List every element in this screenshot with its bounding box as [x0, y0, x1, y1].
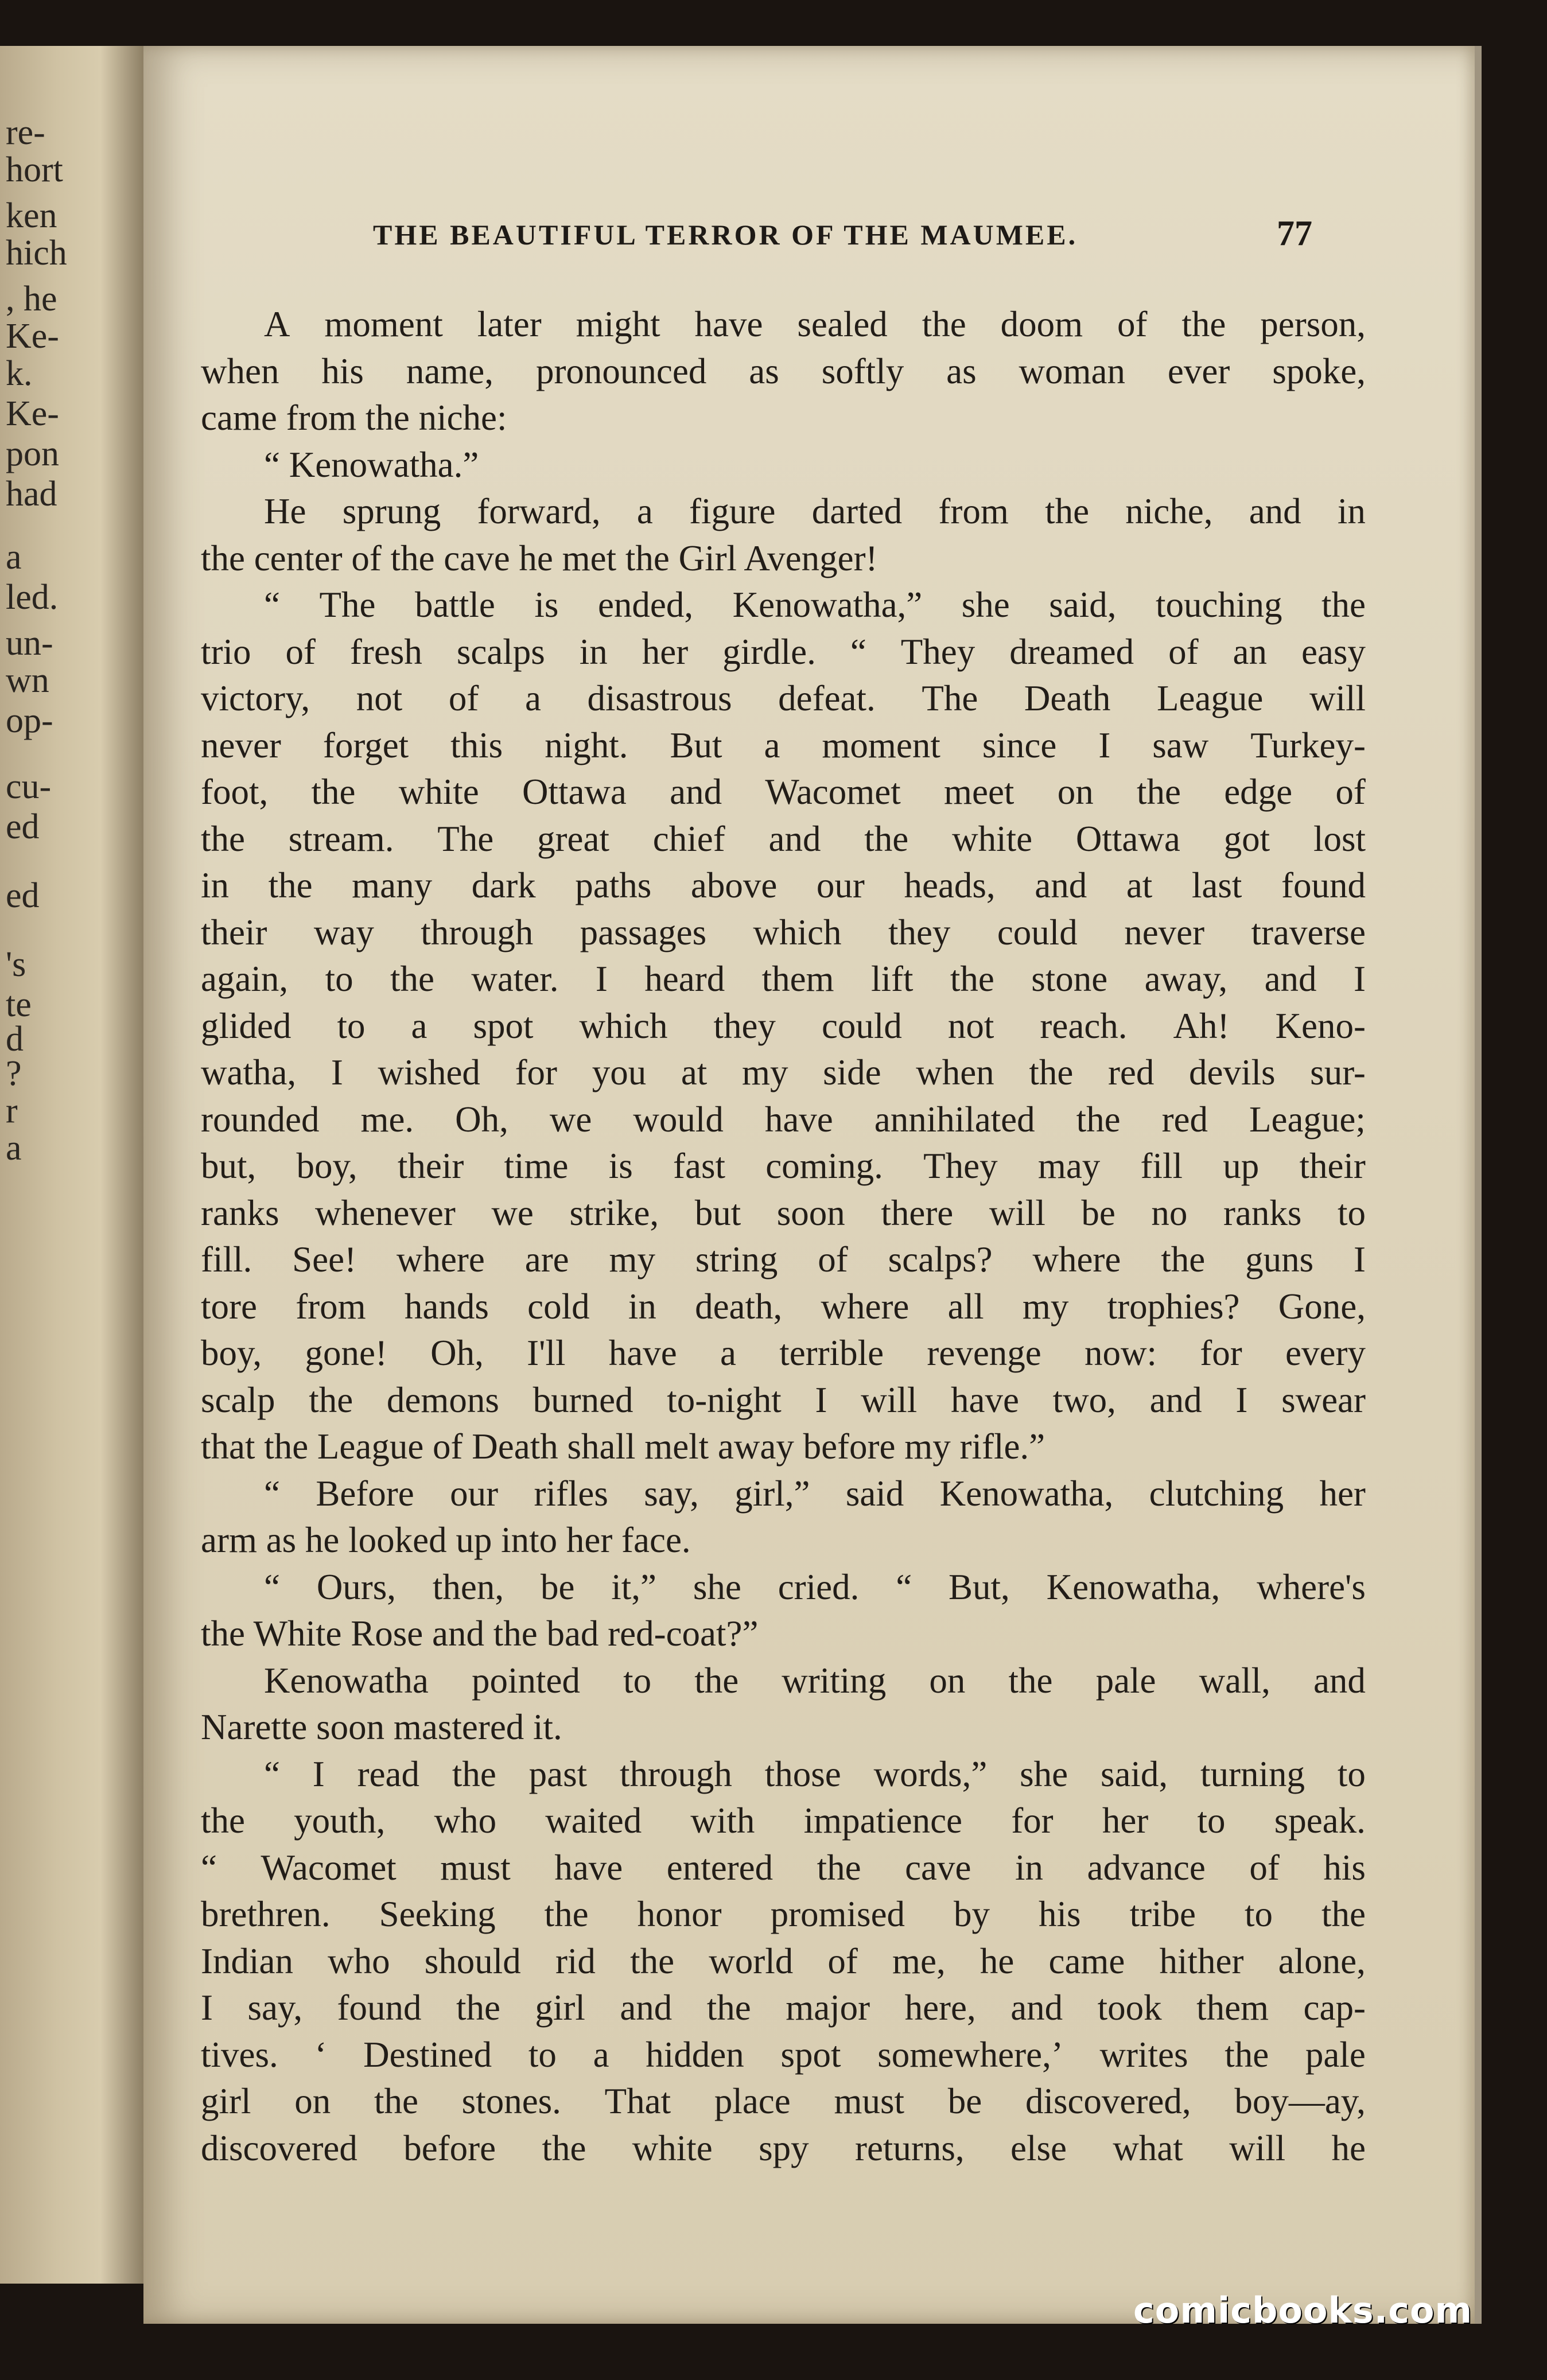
text-line: rounded me. Oh, we would have annihilated the red League;: [201, 1099, 1366, 1140]
left-page-fragment: k.: [6, 354, 33, 393]
page-edge: [1475, 46, 1482, 2324]
text-line: “ Before our rifles say, girl,” said Kenowatha, clutching her: [264, 1473, 1366, 1514]
text-line: “ Ours, then, be it,” she cried. “ But, Kenowatha, where's: [264, 1566, 1366, 1607]
left-page-fragment: op-: [6, 701, 53, 740]
text-line: ranks whenever we strike, but soon there will be no ranks to: [201, 1192, 1366, 1233]
text-line: their way through passages which they could never traverse: [201, 912, 1366, 952]
text-line: brethren. Seeking the honor promised by his tribe to the: [201, 1894, 1366, 1934]
text-line: the White Rose and the bad red-coat?”: [201, 1613, 759, 1654]
text-line: “ The battle is ended, Kenowatha,” she said, touching the: [264, 585, 1366, 625]
page-number: 77: [1277, 214, 1312, 253]
left-page-fragment: ?: [6, 1054, 22, 1093]
text-line: watha, I wished for you at my side when the red devils sur-: [201, 1052, 1366, 1092]
text-line: victory, not of a disastrous defeat. The Death League will: [201, 678, 1366, 718]
left-page-fragment: led.: [6, 578, 59, 617]
text-line: scalp the demons burned to-night I will have two, and I swear: [201, 1379, 1366, 1420]
text-line: the youth, who waited with impatience for her to speak.: [201, 1800, 1366, 1841]
text-line: fill. See! where are my string of scalps? where the guns I: [201, 1239, 1366, 1280]
left-page-fragment: a: [6, 1129, 22, 1168]
book-page: [143, 46, 1475, 2324]
left-page-fragment: , he: [6, 279, 57, 318]
left-page-fragment: hich: [6, 234, 67, 273]
text-line: tore from hands cold in death, where all my trophies? Gone,: [201, 1286, 1366, 1327]
text-line: tives. ‘ Destined to a hidden spot somewhere,’ writes the pale: [201, 2034, 1366, 2075]
text-line: never forget this night. But a moment since I saw Turkey-: [201, 725, 1366, 765]
text-line: the center of the cave he met the Girl Avenger!: [201, 538, 878, 578]
text-line: that the League of Death shall melt away before my rifle.”: [201, 1426, 1045, 1467]
left-page-fragment: hort: [6, 150, 63, 189]
left-page-fragment: Ke-: [6, 317, 59, 356]
left-page-fragment: cu-: [6, 767, 52, 806]
left-page-fragment: r: [6, 1091, 18, 1130]
left-page-fragment: 's: [6, 945, 26, 984]
text-line: Narette soon mastered it.: [201, 1707, 562, 1747]
text-line: Indian who should rid the world of me, he came hither alone,: [201, 1940, 1366, 1981]
text-line: came from the niche:: [201, 398, 507, 438]
text-line: when his name, pronounced as softly as woman ever spoke,: [201, 351, 1366, 391]
text-line: Kenowatha pointed to the writing on the pale wall, and: [264, 1660, 1366, 1701]
text-line: arm as he looked up into her face.: [201, 1520, 691, 1560]
body-text: [201, 301, 1366, 2172]
left-page-fragment: un-: [6, 624, 53, 663]
left-page-fragment: a: [6, 538, 22, 577]
left-page-fragment: ed: [6, 876, 40, 915]
text-line: in the many dark paths above our heads, and at last found: [201, 865, 1366, 905]
running-title: THE BEAUTIFUL TERROR OF THE MAUMEE.: [373, 219, 1078, 251]
text-line: discovered before the white spy returns, else what will he: [201, 2128, 1366, 2168]
page-header: [143, 184, 1475, 252]
text-line: “ Wacomet must have entered the cave in advance of his: [201, 1847, 1366, 1888]
text-line: A moment later might have sealed the doom of the person,: [264, 304, 1366, 344]
text-line: the stream. The great chief and the white Ottawa got lost: [201, 818, 1366, 859]
left-page-fragment: re-: [6, 113, 45, 152]
text-line: “ Kenowatha.”: [264, 444, 479, 485]
left-page-fragment: pon: [6, 434, 59, 473]
left-page-fragment: te: [6, 985, 32, 1024]
left-page-fragment: Ke-: [6, 394, 59, 433]
watermark: comicbooks.com: [1133, 2289, 1473, 2331]
text-line: “ I read the past through those words,” she said, turning to: [264, 1753, 1366, 1794]
text-line: glided to a spot which they could not reach. Ah! Keno-: [201, 1005, 1366, 1046]
left-page-fragment: ken: [6, 196, 57, 235]
text-line: girl on the stones. That place must be discovered, boy—ay,: [201, 2081, 1366, 2121]
text-line: again, to the water. I heard them lift the stone away, and I: [201, 959, 1366, 999]
text-line: but, boy, their time is fast coming. They may fill up their: [201, 1146, 1366, 1186]
text-line: foot, the white Ottawa and Wacomet meet on the edge of: [201, 772, 1366, 812]
text-line: I say, found the girl and the major here, and took them cap-: [201, 1988, 1366, 2028]
text-line: trio of fresh scalps in her girdle. “ They dreamed of an easy: [201, 631, 1366, 672]
left-page-fragment: had: [6, 475, 57, 514]
left-page-fragment: wn: [6, 661, 49, 700]
text-line: boy, gone! Oh, I'll have a terrible revenge now: for every: [201, 1333, 1366, 1373]
left-page-fragment: d: [6, 1020, 24, 1059]
left-page-fragment: ed: [6, 807, 40, 846]
left-facing-page: [0, 46, 143, 2284]
text-line: He sprung forward, a figure darted from the niche, and in: [264, 491, 1366, 531]
